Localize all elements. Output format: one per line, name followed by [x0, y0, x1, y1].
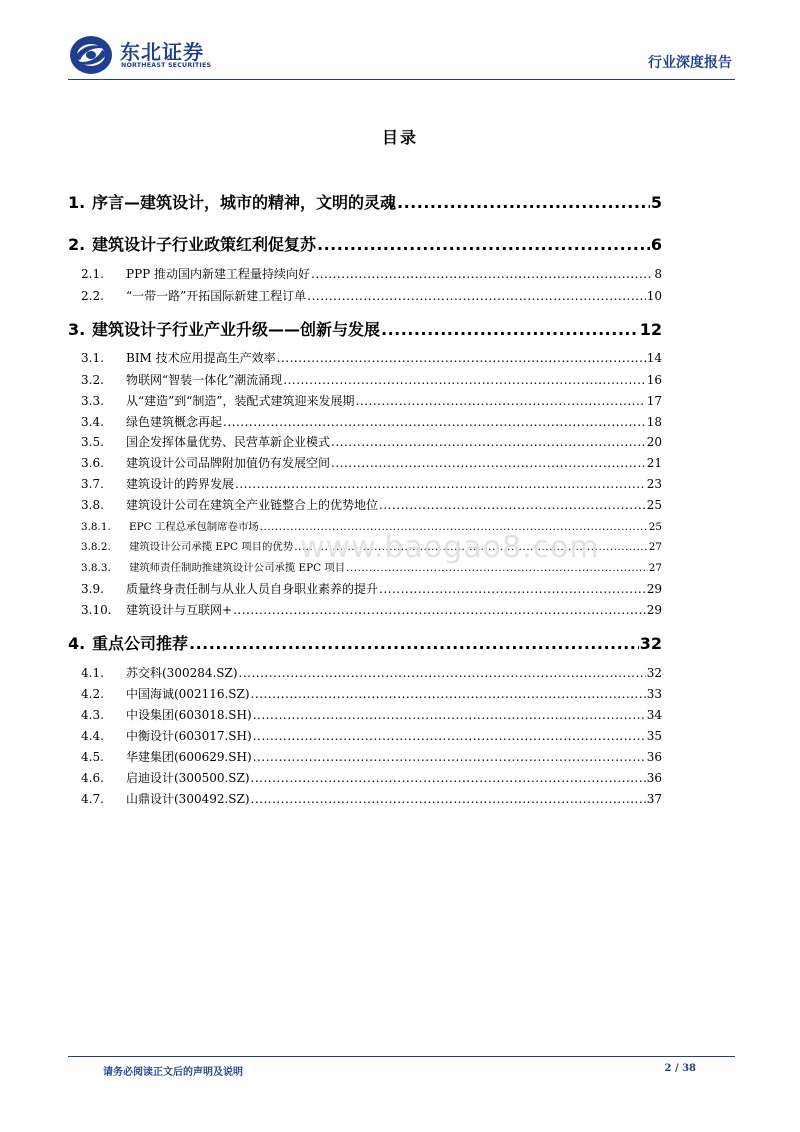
toc-entry[interactable]: [68, 232, 662, 255]
toc-entry-leader: [311, 267, 653, 281]
toc-entry[interactable]: [81, 433, 662, 450]
toc-entry-title: 建筑师责任制助推建筑设计公司承揽 EPC 项目: [129, 562, 346, 574]
brand-subtitle: NORTHEAST SECURITIES: [121, 62, 212, 69]
toc-entry[interactable]: [81, 371, 662, 388]
toc-entry[interactable]: [81, 413, 662, 430]
toc-entry-page: 32: [646, 666, 662, 680]
toc-entry-title: 建筑设计公司在建筑全产业链整合上的优势地位: [126, 498, 379, 512]
toc-entry-leader: [189, 634, 639, 653]
toc-entry-leader: [381, 320, 639, 339]
footer-disclaimer: 请务必阅读正文后的声明及说明: [103, 1067, 243, 1078]
toc-entry-page: 6: [650, 235, 662, 254]
toc-entry-number: 3.8.: [81, 498, 104, 512]
toc-entry-number: 4.3.: [81, 708, 104, 722]
toc-entry-title: BIM 技术应用提高生产效率: [126, 351, 276, 365]
toc-entry-title: 质量终身责任制与从业人员自身职业素养的提升: [126, 582, 379, 596]
toc-entry-number: 3.3.: [81, 394, 104, 408]
toc-entry-leader: [331, 456, 646, 470]
toc-entry-title: 物联网“智装一体化”潮流涌现: [126, 373, 283, 387]
toc-entry-title: 建筑设计子行业产业升级——创新与发展: [92, 320, 381, 339]
toc-entry-number: 4.4.: [81, 729, 104, 743]
toc-entry-leader: [251, 687, 646, 701]
toc-entry-leader: [235, 477, 646, 491]
toc-entry-leader: [379, 582, 646, 596]
toc-entry-title: 苏交科(300284.SZ): [126, 666, 238, 680]
company-logo: [68, 34, 268, 76]
toc-entry-title: PPP 推动国内新建工程量持续向好: [126, 267, 311, 281]
toc-entry[interactable]: [81, 685, 662, 702]
toc-entry-page: 18: [646, 415, 662, 429]
toc-entry[interactable]: [81, 769, 662, 786]
toc-entry-number: 3.8.3.: [81, 562, 111, 574]
toc-entry[interactable]: [81, 496, 662, 513]
toc-entry[interactable]: [68, 631, 662, 654]
toc-entry-leader: [331, 435, 646, 449]
toc-entry-title: 建筑设计的跨界发展: [126, 477, 235, 491]
toc-entry-leader: [251, 792, 646, 806]
toc-entry-page: 27: [648, 562, 662, 574]
toc-entry-number: 4.1.: [81, 666, 104, 680]
toc-entry-page: 36: [646, 771, 662, 785]
toc-entry-title: 国企发挥体量优势、民营革新企业模式: [126, 435, 331, 449]
toc-entry-leader: [253, 750, 646, 764]
toc-entry[interactable]: [81, 706, 662, 723]
toc-entry[interactable]: [68, 190, 662, 213]
toc-entry-number: 3.9.: [81, 582, 104, 596]
toc-entry-page: 5: [650, 193, 662, 212]
toc-entry-title: 启迪设计(300500.SZ): [126, 771, 250, 785]
toc-entry-title: 绿色建筑概念再起: [126, 415, 223, 429]
toc-entry-number: 3.5.: [81, 435, 104, 449]
toc-entry-title: 建筑设计与互联网+: [126, 603, 233, 617]
toc-entry-leader: [379, 498, 646, 512]
toc-entry-title: 中设集团(603018.SH): [126, 708, 252, 722]
toc-entry-page: 35: [646, 729, 662, 743]
toc-entry-number: 4.2.: [81, 687, 104, 701]
toc-entry[interactable]: [81, 287, 662, 304]
toc-entry-title: 重点公司推荐: [92, 634, 189, 653]
toc-entry-leader: [277, 351, 646, 365]
toc-entry-page: 25: [646, 498, 662, 512]
toc-entry-leader: [356, 394, 646, 408]
toc-entry-number: 4.6.: [81, 771, 104, 785]
toc-entry-number: 2.: [68, 235, 86, 254]
header-divider: [68, 79, 735, 80]
toc-entry-title: 中衡设计(603017.SH): [126, 729, 252, 743]
page-indicator: 2 / 38: [664, 1063, 696, 1074]
toc-entry-number: 3.8.2.: [81, 541, 111, 553]
toc-entry-page: 37: [646, 792, 662, 806]
toc-entry-title: 从“建造”到“制造”，装配式建筑迎来发展期: [126, 394, 355, 408]
toc-entry-title: 中国海诚(002116.SZ): [126, 687, 250, 701]
toc-entry[interactable]: [81, 454, 662, 471]
toc-entry-number: 4.7.: [81, 792, 104, 806]
toc-entry-number: 4.5.: [81, 750, 104, 764]
toc-entry-page: 34: [646, 708, 662, 722]
toc-entry-number: 3.: [68, 320, 86, 339]
toc-entry-number: 3.6.: [81, 456, 104, 470]
watermark: www.baogao8.com: [300, 530, 600, 565]
toc-entry-title: 华建集团(600629.SH): [126, 750, 252, 764]
toc-entry-leader: [223, 415, 646, 429]
toc-title: 目录: [381, 128, 418, 147]
toc-entry-page: 33: [646, 687, 662, 701]
toc-entry[interactable]: [68, 317, 662, 340]
toc-entry-number: 3.7.: [81, 477, 104, 491]
toc-entry-title: EPC 工程总承包制席卷市场: [129, 521, 259, 533]
toc-entry-title: 建筑设计公司品牌附加值仍有发展空间: [126, 456, 331, 470]
toc-entry[interactable]: [81, 265, 662, 282]
toc-entry-leader: [317, 235, 650, 254]
toc-entry-page: 23: [646, 477, 662, 491]
toc-entry-title: 序言—建筑设计，城市的精神，文明的灵魂: [92, 193, 397, 212]
toc-entry-leader: [283, 373, 645, 387]
toc-entry-page: 14: [646, 351, 662, 365]
toc-entry-title: 建筑设计子行业政策红利促复苏: [92, 235, 317, 254]
toc-entry-title: 山鼎设计(300492.SZ): [126, 792, 250, 806]
toc-entry-number: 3.10.: [81, 603, 112, 617]
toc-entry[interactable]: [81, 790, 662, 807]
toc-entry-page: 20: [646, 435, 662, 449]
toc-entry-number: 3.1.: [81, 351, 104, 365]
toc-entry-number: 2.1.: [81, 267, 104, 281]
page-header: [0, 0, 800, 80]
toc-entry-number: 2.2.: [81, 289, 104, 303]
report-type-label: 行业深度报告: [648, 55, 732, 71]
toc-entry-number: 3.8.1.: [81, 521, 111, 533]
toc-entry[interactable]: [81, 580, 662, 597]
toc-entry-page: 16: [646, 373, 662, 387]
toc-entry-leader: [253, 729, 646, 743]
toc-entry-page: 10: [646, 289, 662, 303]
toc-entry[interactable]: [81, 392, 662, 409]
toc-entry-page: 36: [646, 750, 662, 764]
footer-divider: [68, 1056, 735, 1057]
toc-entry-leader: [397, 193, 650, 212]
toc-entry-leader: [251, 771, 646, 785]
toc-entry-page: 29: [646, 582, 662, 596]
toc-entry-leader: [253, 708, 646, 722]
toc-entry-page: 27: [648, 541, 662, 553]
toc-entry-page: 32: [639, 634, 662, 653]
toc-entry-number: 4.: [68, 634, 86, 653]
toc-entry[interactable]: [81, 601, 662, 618]
toc-entry-title: “一带一路”开拓国际新建工程订单: [126, 289, 307, 303]
toc-entry-number: 3.4.: [81, 415, 104, 429]
toc-entry-page: 8: [654, 267, 662, 281]
toc-entry[interactable]: [81, 727, 662, 744]
toc-entry-page: 25: [648, 521, 662, 533]
toc-entry-page: 12: [639, 320, 662, 339]
toc-entry[interactable]: [81, 748, 662, 765]
toc-entry-leader: [307, 289, 645, 303]
toc-entry[interactable]: [81, 664, 662, 681]
northeast-securities-logo-icon: [68, 34, 114, 76]
toc-entry-page: 29: [646, 603, 662, 617]
toc-entry-title: 建筑设计公司承揽 EPC 项目的优势: [129, 541, 294, 553]
toc-entry-leader: [239, 666, 646, 680]
toc-entry[interactable]: [81, 475, 662, 492]
toc-entry-number: 1.: [68, 193, 86, 212]
brand-name: 东北证券: [120, 40, 204, 64]
toc-entry-number: 3.2.: [81, 373, 104, 387]
toc-entry-leader: [233, 603, 646, 617]
toc-entry[interactable]: [81, 349, 662, 366]
toc-entry-page: 21: [646, 456, 662, 470]
toc-entry-page: 17: [646, 394, 662, 408]
